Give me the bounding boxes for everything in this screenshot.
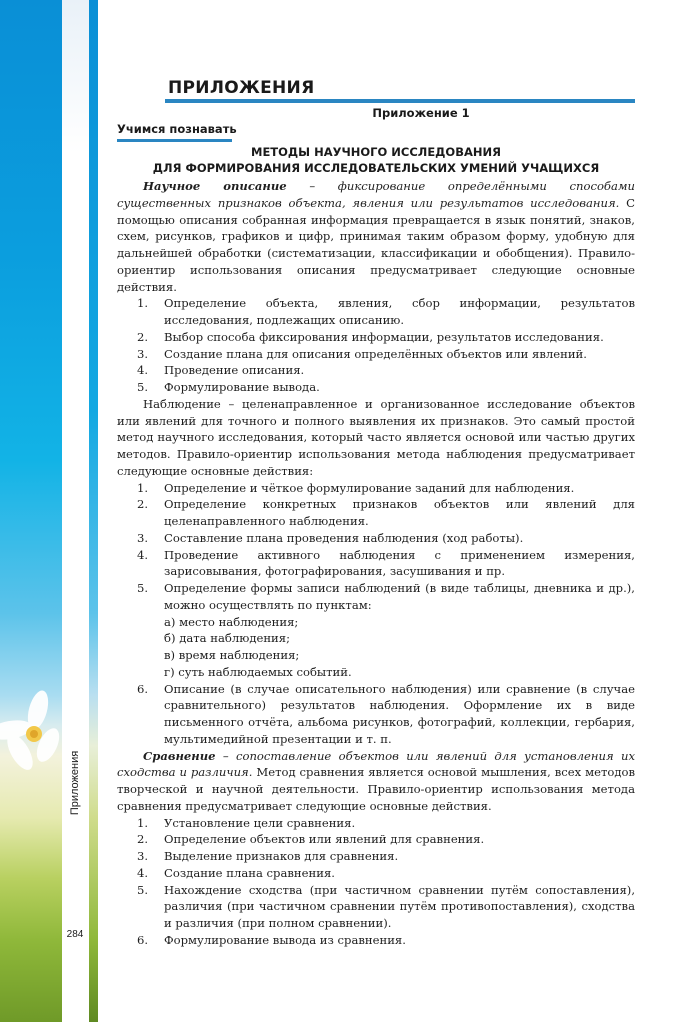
section-label: Учимся познавать [117, 122, 237, 136]
definition-comparison: – сопоставление объектов или явлений для установления их сходства и различия. [117, 748, 635, 780]
list-item: 4. Проведение активного наблюдения с применением измерения, зарисовывания, фотографирования, засушивания и пр. [137, 547, 635, 579]
observation-paragraph: Наблюдение – целенаправленное и организованное исследование объектов или явлений для точного и полного выявления их признаков. Это самый простой метод научного исследования, который часто является основой или частью других методов. Правило-ориентир использования метода наблюдения предусматривает следующие основные действия: [117, 396, 635, 478]
list-item: 1. Установление цели сравнения. [137, 815, 356, 830]
body-text [117, 178, 635, 949]
comparison-paragraph [117, 748, 635, 815]
observation-steps [117, 480, 635, 748]
list-item: 1. Определение объекта, явления, сбор информации, результатов исследования, подлежащих описанию. [137, 296, 635, 327]
list-item: 3. Составление плана проведения наблюдения (ход работы). [137, 530, 524, 545]
list-item: 6. Описание (в случае описательного наблюдения) или сравнение (в случае сравнительного) результатов наблюдения. Оформление их в виде письменного отчёта, альбома рисунков, фотографий, коллекции, гербария, мультимедийной презентации и т. п. [137, 681, 635, 746]
definition-description: – фиксирование определёнными способами существенных признаков объекта, явления или результатов исследования. [117, 179, 635, 210]
comparison-steps [117, 815, 635, 949]
list-item: 5. Формулирование вывода. [137, 380, 320, 394]
sub-item: б) дата наблюдения; [164, 631, 291, 646]
list-item: 3. Создание плана для описания определённых объектов или явлений. [137, 346, 587, 361]
decorative-photo-strip [0, 0, 62, 1022]
description-paragraph [117, 178, 635, 295]
sub-item: г) суть наблюдаемых событий. [164, 664, 352, 679]
decorative-thin-strip [89, 0, 98, 1022]
chapter-title-rule [165, 99, 635, 103]
list-item: 3. Выделение признаков для сравнения. [137, 849, 399, 863]
sub-item: в) время наблюдения; [164, 648, 300, 662]
daffodil-flower-icon [0, 690, 62, 800]
list-item: 2. Определение конкретных признаков объектов или явлений для целенаправленного наблюдения. [137, 497, 635, 528]
term-comparison: Сравнение [143, 748, 216, 763]
list-item: 5. Определение формы записи наблюдений (в виде таблицы, дневника и др.), можно осуществлять по пунктам: а) место наблюдения; б) дата наблюдения; в) время наблюдения; г) суть наблюдаемых событий. [137, 581, 635, 679]
section-label-rule [117, 139, 232, 142]
list-item: 4. Проведение описания. [137, 363, 305, 378]
list-item: 6. Формулирование вывода из сравнения. [137, 932, 406, 947]
list-item: 2. Выбор способа фиксирования информации, результатов исследования. [137, 329, 604, 344]
side-band [62, 0, 89, 1022]
document-title [117, 145, 635, 176]
term-description: Научное описание [143, 179, 287, 193]
list-item: 5. Нахождение сходства (при частичном сравнении путём сопоставления), различия (при частичном сравнении путём противопоставления), сходства и различия (при полном сравнении). [137, 882, 635, 930]
list-item: 4. Создание плана сравнения. [137, 865, 335, 880]
comparison-text: Метод сравнения является основой мышления, всех методов творческой и научной деятельности. Правило-ориентир использования метода сравнения предусматривает следующие основные действия. [117, 765, 636, 813]
appendix-number: Приложение 1 [372, 106, 470, 120]
list-item: 1. Определение и чёткое формулирование заданий для наблюдения. [137, 480, 575, 495]
description-text: С помощью описания собранная информация превращается в язык понятий, знаков, схем, рисунков, графиков и цифр, принимая таким образом форму, удобную для дальнейшей обработки (систематизации, классификации и обобщения). Правило-ориентир использования описания предусматривает следующие основные действия. [117, 195, 635, 294]
document-title-line-2: ДЛЯ ФОРМИРОВАНИЯ ИССЛЕДОВАТЕЛЬСКИХ УМЕНИЙ УЧАЩИХСЯ [152, 160, 600, 175]
page-number: 284 [66, 929, 84, 940]
sub-item: а) место наблюдения; [164, 614, 299, 629]
description-steps [117, 295, 635, 396]
list-item: 2. Определение объектов или явлений для сравнения. [137, 832, 485, 847]
running-section-title [64, 748, 86, 818]
chapter-title: ПРИЛОЖЕНИЯ [168, 78, 315, 98]
running-title-text: Приложения [69, 750, 82, 816]
document-title-line-1: МЕТОДЫ НАУЧНОГО ИССЛЕДОВАНИЯ [251, 145, 501, 159]
